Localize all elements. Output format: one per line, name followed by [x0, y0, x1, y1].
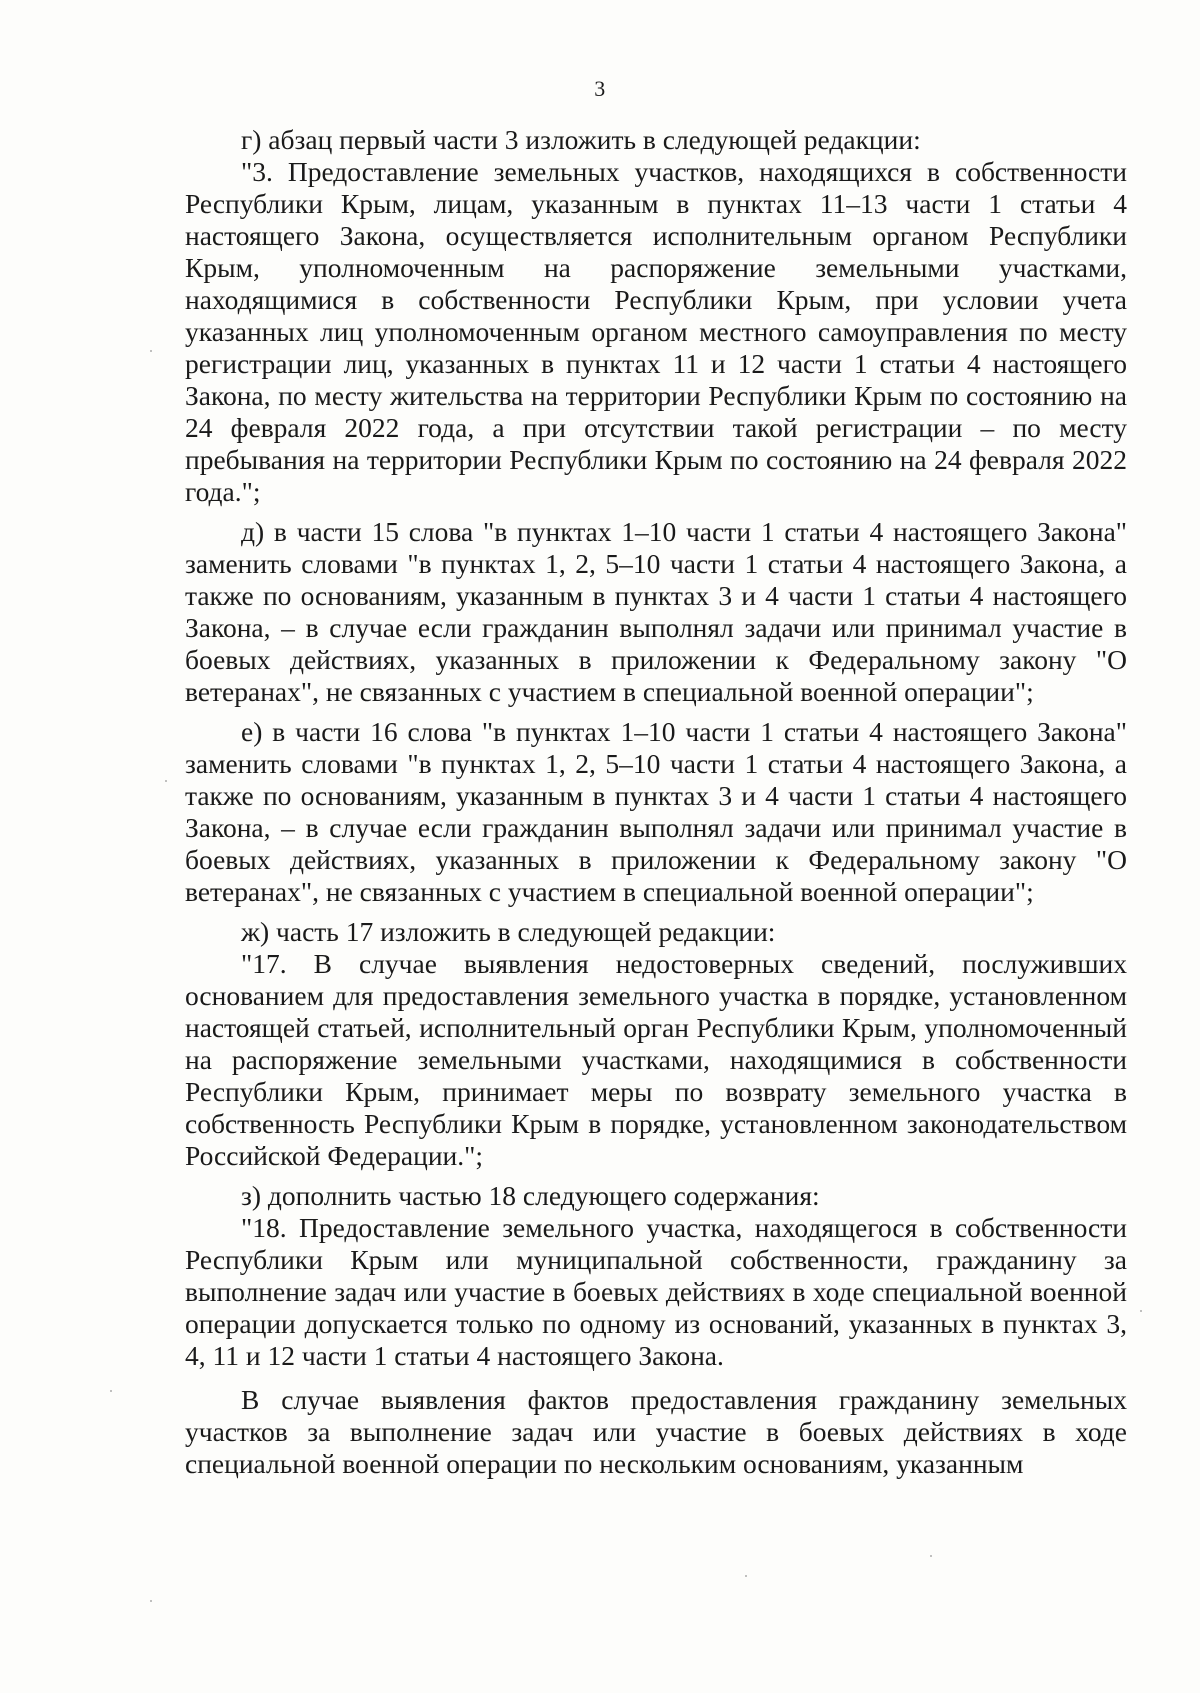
paragraph-item-e: е) в части 16 слова "в пунктах 1–10 части 1 статьи 4 настоящего Закона" заменить словами "в пунктах 1, 2, 5–10 части 1 статьи 4 настоящего Закона, а также по основаниям, указанным в пунктах 3 и 4 части 1 статьи 4 настоящего Закона, – в случае если гражданин выполнял задачи или принимал участие в боевых действиях, указанных в приложении к Федеральному закону "О ветеранах", не связанных с участием в специальной военной операции";	[185, 716, 1127, 907]
paragraph-part-3-text: "3. Предоставление земельных участков, находящихся в собственности Республики Крым, лицам, указанным в пунктах 11–13 части 1 статьи 4 настоящего Закона, осуществляется исполнительным органом Республики Крым, уполномоченным на распоряжение земельными участками, находящимися в собственности Республики Крым, при условии учета указанных лиц уполномоченным органом местного самоуправления по месту регистрации лиц, указанных в пунктах 11 и 12 части 1 статьи 4 настоящего Закона, по месту жительства на территории Республики Крым по состоянию на 24 февраля 2022 года, а при отсутствии такой регистрации – по месту пребывания на территории Республики Крым по состоянию на 24 февраля 2022 года.";	[185, 156, 1127, 507]
scan-speck	[110, 1390, 112, 1392]
page-number: 3	[594, 76, 606, 101]
paragraph-part-18-text: "18. Предоставление земельного участка, находящегося в собственности Республики Крым или муниципальной собственности, гражданину за выполнение задач или участие в боевых действиях в ходе специальной военной операции допускается только по одному из оснований, указанных в пунктах 3, 4, 11 и 12 части 1 статьи 4 настоящего Закона.	[185, 1212, 1127, 1371]
document-body	[185, 124, 1127, 1480]
paragraph-part-18-second: В случае выявления фактов предоставления гражданину земельных участков за выполнение задач или участие в боевых действиях в ходе специальной военной операции по нескольким основаниям, указанным	[185, 1384, 1127, 1479]
paragraph-part-17-text: "17. В случае выявления недостоверных сведений, послуживших основанием для предоставления земельного участка в порядке, установленном настоящей статьей, исполнительный орган Республики Крым, уполномоченный на распоряжение земельными участками, находящимися в собственности Республики Крым, принимает меры по возврату земельного участка в собственность Республики Крым в порядке, установленном законодательством Российской Федерации.";	[185, 948, 1127, 1171]
scan-speck	[1140, 1310, 1142, 1312]
scan-speck	[745, 1575, 747, 1577]
paragraph-item-d: д) в части 15 слова "в пунктах 1–10 части 1 статьи 4 настоящего Закона" заменить словами "в пунктах 1, 2, 5–10 части 1 статьи 4 настоящего Закона, а также по основаниям, указанным в пунктах 3 и 4 части 1 статьи 4 настоящего Закона, – в случае если гражданин выполнял задачи или принимал участие в боевых действиях, указанных в приложении к Федеральному закону "О ветеранах", не связанных с участием в специальной военной операции";	[185, 516, 1127, 707]
paragraph-item-zh: ж) часть 17 изложить в следующей редакции:	[241, 916, 776, 947]
scan-speck	[165, 780, 167, 782]
scan-speck	[150, 1600, 152, 1602]
paragraph-item-g: г) абзац первый части 3 изложить в следующей редакции:	[241, 124, 921, 155]
scan-speck	[150, 350, 152, 352]
paragraph-item-z: з) дополнить частью 18 следующего содержания:	[241, 1180, 820, 1211]
scan-speck	[930, 1555, 932, 1557]
